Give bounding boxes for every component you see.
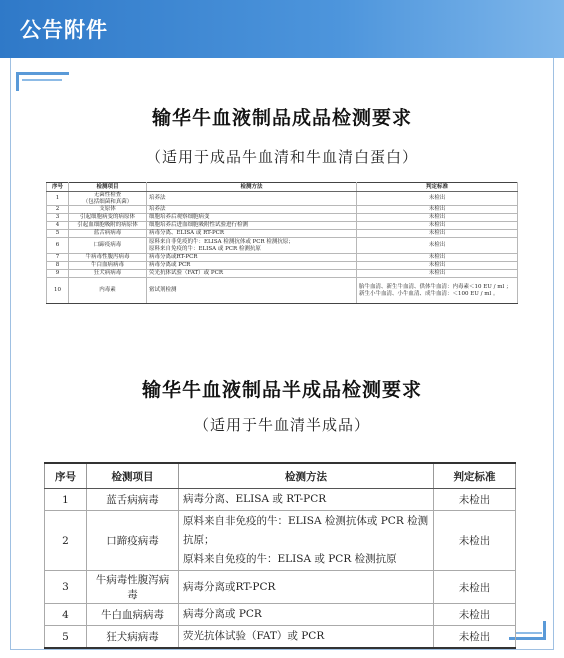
semi-finished-product-table — [44, 462, 516, 649]
row-item: 无菌性检查 （包括细菌和真菌） — [69, 192, 147, 206]
row-standard: 胎牛血清、新生牛血清、供体牛血清：内毒素＜10 EU / ml ； 新生小牛血清、小牛血清、成牛血清：＜100 EU / ml 。 — [357, 278, 518, 304]
row-number: 5 — [47, 230, 69, 238]
row-number: 2 — [47, 206, 69, 214]
header-banner — [0, 0, 564, 58]
row-method: 荧光抗体试验（FAT）或 PCR — [147, 270, 357, 278]
row-item: 狂犬病病毒 — [87, 626, 179, 649]
table-row — [47, 262, 518, 270]
row-method: 病毒分离或 PCR — [179, 604, 434, 626]
table-row — [45, 604, 516, 626]
header-no: 序号 — [47, 183, 69, 192]
section2-title: 输华牛血液制品半成品检测要求 — [141, 379, 422, 401]
row-item: 狂犬病病毒 — [69, 270, 147, 278]
corner-decoration-bottom-right-inner — [516, 626, 542, 634]
row-item: 牛病毒性腹泻病毒 — [87, 571, 179, 604]
row-method: 病毒分离、ELISA 或 RT-PCR — [179, 489, 434, 511]
row-standard: 未检出 — [357, 230, 518, 238]
row-method: 原料来自非免疫的牛：ELISA 检测抗体或 PCR 检测抗原； 原料来自免疫的牛：ELISA 或 PCR 检测抗原 — [179, 511, 434, 571]
row-item: 引起血细胞吸附的病原体 — [69, 222, 147, 230]
row-standard: 未检出 — [357, 192, 518, 206]
row-number: 1 — [45, 489, 87, 511]
section2-subtitle: （适用于牛血清半成品） — [193, 416, 370, 434]
row-number: 2 — [45, 511, 87, 571]
row-item: 牛病毒性腹泻病毒 — [69, 254, 147, 262]
header-no: 序号 — [45, 463, 87, 489]
table-row — [47, 278, 518, 304]
row-method: 鲎试剂检测 — [147, 278, 357, 304]
row-standard: 未检出 — [357, 206, 518, 214]
header-method: 检测方法 — [179, 463, 434, 489]
row-standard: 未检出 — [357, 254, 518, 262]
row-method: 原料来自非免疫的牛：ELISA 检测抗体或 PCR 检测抗原； 原料来自免疫的牛：ELISA 或 PCR 检测抗原 — [147, 238, 357, 254]
row-number: 4 — [47, 222, 69, 230]
row-number: 4 — [45, 604, 87, 626]
row-standard: 未检出 — [434, 604, 516, 626]
row-number: 9 — [47, 270, 69, 278]
row-standard: 未检出 — [357, 222, 518, 230]
table-row — [45, 571, 516, 604]
row-number: 5 — [45, 626, 87, 649]
table-row — [47, 230, 518, 238]
row-method: 病毒分离、ELISA 或 RT-PCR — [147, 230, 357, 238]
row-item: 支原体 — [69, 206, 147, 214]
table-row — [47, 222, 518, 230]
table-header-row — [45, 463, 516, 489]
row-method: 培养法 — [147, 192, 357, 206]
row-item: 牛白血病病毒 — [87, 604, 179, 626]
row-number: 1 — [47, 192, 69, 206]
header-item: 检测项目 — [69, 183, 147, 192]
table-row — [45, 511, 516, 571]
row-item: 引起细胞病变的病原体 — [69, 214, 147, 222]
table-row — [47, 270, 518, 278]
corner-decoration-top-left-inner — [22, 79, 62, 89]
header-standard: 判定标准 — [434, 463, 516, 489]
row-item: 内毒素 — [69, 278, 147, 304]
row-item: 牛白血病病毒 — [69, 262, 147, 270]
row-number: 3 — [45, 571, 87, 604]
table-row — [47, 254, 518, 262]
row-number: 8 — [47, 262, 69, 270]
table-row — [45, 489, 516, 511]
row-method: 病毒分离或RT-PCR — [147, 254, 357, 262]
table-header-row — [47, 183, 518, 192]
row-standard: 未检出 — [434, 489, 516, 511]
row-standard: 未检出 — [434, 571, 516, 604]
row-standard: 未检出 — [357, 214, 518, 222]
row-number: 7 — [47, 254, 69, 262]
row-item: 蓝舌病病毒 — [69, 230, 147, 238]
row-method: 荧光抗体试验（FAT）或 PCR — [179, 626, 434, 649]
banner-title: 公告附件 — [20, 18, 108, 42]
row-method: 病毒分离或 PCR — [147, 262, 357, 270]
header-method: 检测方法 — [147, 183, 357, 192]
row-standard: 未检出 — [357, 262, 518, 270]
row-method: 培养法 — [147, 206, 357, 214]
table-row — [47, 214, 518, 222]
header-item: 检测项目 — [87, 463, 179, 489]
header-standard: 判定标准 — [357, 183, 518, 192]
row-number: 3 — [47, 214, 69, 222]
row-standard: 未检出 — [434, 626, 516, 649]
row-standard: 未检出 — [434, 511, 516, 571]
table-row — [47, 238, 518, 254]
finished-product-table — [46, 182, 518, 304]
row-number: 6 — [47, 238, 69, 254]
row-method: 细胞培养后进血细胞吸附性试验进行检测 — [147, 222, 357, 230]
table-row — [45, 626, 516, 649]
row-item: 蓝舌病病毒 — [87, 489, 179, 511]
section1-title: 输华牛血液制品成品检测要求 — [151, 107, 412, 129]
row-item: 口蹄疫病毒 — [87, 511, 179, 571]
table-row — [47, 206, 518, 214]
row-method: 病毒分离或RT-PCR — [179, 571, 434, 604]
section1-subtitle: （适用于成品牛血清和牛血清白蛋白） — [145, 148, 418, 166]
row-method: 细胞培养后观察细胞病变 — [147, 214, 357, 222]
table-row — [47, 192, 518, 206]
row-item: 口蹄疫病毒 — [69, 238, 147, 254]
row-number: 10 — [47, 278, 69, 304]
row-standard: 未检出 — [357, 238, 518, 254]
row-standard: 未检出 — [357, 270, 518, 278]
